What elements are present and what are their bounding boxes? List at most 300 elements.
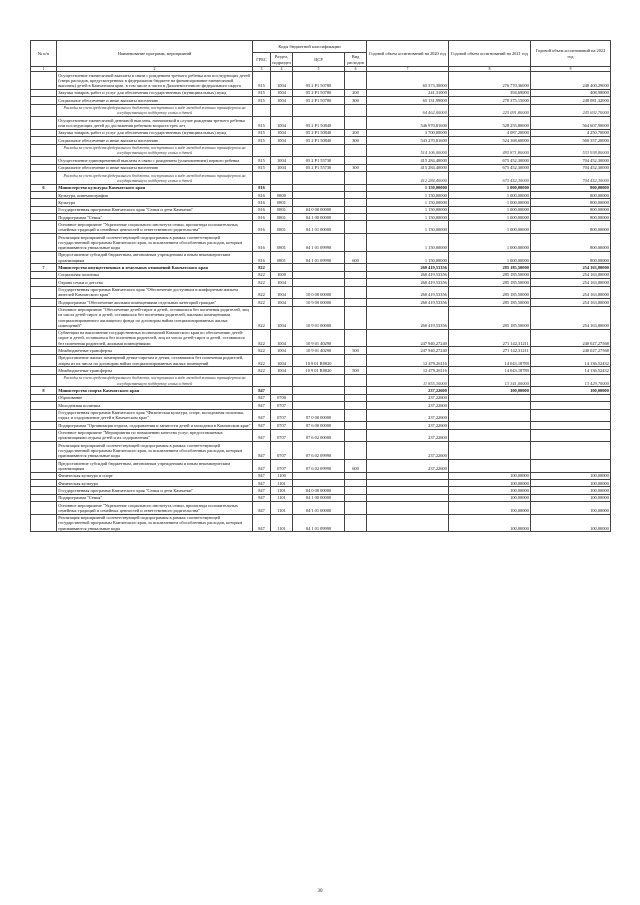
header-name: Наименование программ, мероприятий (57, 41, 253, 67)
row-grbs: 815 (253, 72, 271, 90)
row-value-2022 (531, 402, 611, 409)
row-number (31, 206, 57, 213)
row-csr: 07 6 02 09990 (293, 442, 345, 460)
row-value-2022: 560 357,20000 (531, 137, 611, 144)
table-row (31, 329, 611, 347)
row-number (31, 422, 57, 429)
row-csr: 05 2 P1 50780 (293, 89, 345, 96)
row-name: Расходы за счет средств федерального бюджета, поступивших в виде межбюджетных трансфертов на государственную поддержку семьи и детей (57, 374, 253, 387)
row-value-2021: 1 000,00000 (449, 251, 531, 264)
row-vr (345, 184, 367, 191)
row-grbs: 847 (253, 472, 271, 479)
row-number (31, 104, 57, 117)
row-section: 1004 (271, 157, 293, 164)
row-csr: 07 6 00 00000 (293, 422, 345, 429)
row-value-2022 (531, 422, 611, 429)
row-name: Подпрограмма "Обеспечение жилыми помещениями отдельных категорий граждан" (57, 299, 253, 306)
row-value-2020: 1 150,00000 (367, 206, 449, 213)
row-number (31, 394, 57, 401)
row-vr: 200 (345, 129, 367, 136)
row-grbs (253, 374, 271, 387)
row-value-2021: 285 185,50000 (449, 286, 531, 299)
table-row (31, 394, 611, 401)
row-value-2021: 13 341,00000 (449, 374, 531, 387)
row-number (31, 129, 57, 136)
row-number (31, 214, 57, 221)
row-value-2022: 704 452,30000 (531, 157, 611, 164)
column-index-cell: 5 (293, 67, 345, 72)
row-value-2020: 260 419,53356 (367, 279, 449, 286)
row-number (31, 164, 57, 171)
row-grbs: 847 (253, 409, 271, 422)
row-grbs (253, 144, 271, 157)
row-grbs: 816 (253, 214, 271, 221)
row-value-2022: 100,00000 (531, 387, 611, 394)
row-value-2020: 1 150,00000 (367, 221, 449, 234)
row-name: Физическая культура и спорт (57, 472, 253, 479)
row-vr: 600 (345, 251, 367, 264)
row-value-2022: 800,00000 (531, 191, 611, 198)
row-grbs: 822 (253, 329, 271, 347)
row-value-2021: 1 000,00000 (449, 214, 531, 221)
row-value-2021: 100,00000 (449, 472, 531, 479)
row-csr (293, 402, 345, 409)
row-grbs: 822 (253, 367, 271, 374)
row-grbs: 847 (253, 429, 271, 442)
row-vr (345, 422, 367, 429)
row-vr (345, 409, 367, 422)
row-section: 1004 (271, 129, 293, 136)
row-csr: 05 2 P1 50840 (293, 117, 345, 130)
table-row (31, 429, 611, 442)
row-csr: 04 1 01 09990 (293, 234, 345, 252)
row-grbs: 822 (253, 271, 271, 278)
row-number: 6 (31, 184, 57, 191)
row-vr (345, 221, 367, 234)
row-value-2022 (531, 429, 611, 442)
row-number (31, 279, 57, 286)
note-row (31, 374, 611, 387)
row-value-2022: 800,00000 (531, 214, 611, 221)
row-vr: 200 (345, 89, 367, 96)
row-vr (345, 299, 367, 306)
row-csr (293, 171, 345, 184)
row-grbs: 847 (253, 442, 271, 460)
row-csr: 07 6 02 00000 (293, 429, 345, 442)
table-row (31, 221, 611, 234)
row-grbs: 816 (253, 184, 271, 191)
row-grbs: 847 (253, 494, 271, 501)
row-vr (345, 479, 367, 486)
row-value-2020: 237,22600 (367, 442, 449, 460)
header-year-2022: Годовой объем ассигнований на 2022 год (531, 41, 611, 67)
row-vr (345, 271, 367, 278)
row-name: Осуществление единовременной выплаты в связи с рождением (усыновлением) первого ребенка (57, 157, 253, 164)
row-grbs: 816 (253, 199, 271, 206)
row-section: 0801 (271, 214, 293, 221)
table-row (31, 487, 611, 494)
table-row (31, 409, 611, 422)
row-grbs: 847 (253, 422, 271, 429)
row-section: 1101 (271, 487, 293, 494)
row-value-2021: 100,00000 (449, 487, 531, 494)
row-vr (345, 402, 367, 409)
row-number (31, 199, 57, 206)
row-section (271, 387, 293, 394)
row-grbs: 815 (253, 89, 271, 96)
row-name: Подпрограмма "Организация отдыха, оздоровления и занятости детей и молодежи в Камчатском крае" (58, 422, 251, 428)
row-csr (293, 394, 345, 401)
row-value-2020 (367, 479, 449, 486)
row-value-2021: 225 091,80000 (449, 104, 531, 117)
row-section: 0707 (271, 409, 293, 422)
header-csr: ЦСР (293, 53, 345, 67)
row-csr (293, 144, 345, 157)
table-row (31, 367, 611, 374)
row-grbs: 815 (253, 97, 271, 104)
row-value-2022: 240 027,27568 (531, 329, 611, 347)
row-value-2021: 100,00000 (449, 494, 531, 501)
row-value-2021: 4 087,20000 (449, 129, 531, 136)
table-row (31, 279, 611, 286)
row-vr (345, 234, 367, 252)
row-name: Охрана семьи и детства (57, 279, 253, 286)
row-vr (345, 264, 367, 271)
row-value-2020 (367, 494, 449, 501)
row-value-2021: 675 452,30000 (449, 157, 531, 164)
column-index-cell: 3 (253, 67, 271, 72)
row-value-2022: 800,00000 (531, 234, 611, 252)
row-value-2020: 237,22600 (367, 422, 449, 429)
row-vr (345, 157, 367, 164)
row-vr (345, 387, 367, 394)
row-section: 1004 (271, 299, 293, 306)
row-section: 1101 (271, 514, 293, 532)
row-value-2021: 1 000,00000 (449, 184, 531, 191)
row-section: 1100 (271, 472, 293, 479)
row-name: Государственная программа Камчатского края "Семья и дети Камчатки" (57, 487, 253, 494)
row-value-2021: 100,00000 (449, 387, 531, 394)
row-vr (345, 429, 367, 442)
row-csr: 10 9 01 00000 (293, 306, 345, 329)
row-value-2022 (531, 394, 611, 401)
row-vr: 600 (345, 459, 367, 472)
row-vr (345, 472, 367, 479)
row-number (31, 271, 57, 278)
row-section: 1004 (271, 137, 293, 144)
row-section (271, 184, 293, 191)
row-name: Образование (57, 394, 253, 401)
row-value-2022: 14 136,52432 (531, 354, 611, 367)
row-value-2020: 260 419,53356 (367, 306, 449, 329)
row-vr: 300 (345, 164, 367, 171)
row-value-2021: 14 043,18789 (449, 367, 531, 374)
row-value-2020: 237,22600 (367, 459, 449, 472)
ministry-row (31, 264, 611, 271)
row-section: 0707 (271, 422, 293, 429)
row-grbs: 822 (253, 306, 271, 329)
row-vr (345, 144, 367, 157)
row-grbs: 816 (253, 234, 271, 252)
row-vr: 500 (345, 367, 367, 374)
table-row (31, 191, 611, 198)
row-value-2020: 247 940,27240 (367, 329, 449, 347)
table-row (31, 354, 611, 367)
row-csr: 05 2 P1 50840 (293, 137, 345, 144)
table-row (31, 164, 611, 171)
row-value-2022: 100,00000 (531, 479, 611, 486)
row-value-2020: 412 284,40000 (367, 171, 449, 184)
row-vr (345, 72, 367, 90)
table-row (31, 97, 611, 104)
row-value-2021: 271 142,31211 (449, 329, 531, 347)
row-name: Реализация мероприятий соответствующей подпрограммы в рамках соответствующей государственной программы Камчатского края, за исключением обособленных расходов, которым присваиваются уникальные коды (57, 514, 253, 532)
row-value-2020 (367, 514, 449, 532)
table-row (31, 402, 611, 409)
row-number (31, 347, 57, 354)
row-csr (293, 199, 345, 206)
header-num: № п/п (31, 41, 57, 67)
row-grbs: 815 (253, 137, 271, 144)
row-grbs: 847 (253, 502, 271, 515)
row-section: 1004 (271, 279, 293, 286)
row-vr (345, 494, 367, 501)
row-value-2022: 800,00000 (531, 221, 611, 234)
row-number (31, 286, 57, 299)
row-value-2022: 800,00000 (531, 184, 611, 191)
page-number: 30 (317, 889, 323, 894)
row-value-2021: 276 770,36000 (449, 72, 531, 90)
row-value-2022: 800,00000 (531, 206, 611, 213)
row-csr: 10 9 01 R0820 (293, 354, 345, 367)
row-number (31, 144, 57, 157)
row-section: 1004 (271, 329, 293, 347)
row-csr: 04 0 00 00000 (293, 487, 345, 494)
row-vr (345, 306, 367, 329)
row-vr (345, 171, 367, 184)
row-csr (293, 279, 345, 286)
row-csr: 07 6 02 09990 (293, 459, 345, 472)
row-value-2022 (531, 442, 611, 460)
row-name: Межбюджетные трансферты (57, 347, 253, 354)
row-vr (345, 279, 367, 286)
row-csr: 05 2 P1 55730 (293, 164, 345, 171)
table-row (31, 251, 611, 264)
table-row (31, 199, 611, 206)
row-value-2020: 247 940,27240 (367, 347, 449, 354)
row-section: 0801 (271, 234, 293, 252)
row-value-2021: 100,00000 (449, 479, 531, 486)
row-value-2020 (367, 472, 449, 479)
row-value-2021: 100,00000 (449, 502, 531, 515)
table-row (31, 117, 611, 130)
row-name: Реализация мероприятий соответствующей подпрограммы в рамках соответствующей государственной программы Камчатского края, за исключением обособленных расходов, которым присваиваются уникальные коды (57, 442, 253, 460)
row-grbs: 847 (253, 487, 271, 494)
row-grbs: 822 (253, 347, 271, 354)
row-number: 7 (31, 264, 57, 271)
row-number (31, 472, 57, 479)
row-number (31, 367, 57, 374)
table-row (31, 422, 611, 429)
row-grbs: 822 (253, 264, 271, 271)
table-row (31, 286, 611, 299)
row-value-2020: 260 419,53356 (367, 271, 449, 278)
row-value-2021: 14 043,18789 (449, 354, 531, 367)
row-value-2022: 14 136,52432 (531, 367, 611, 374)
row-section: 1004 (271, 306, 293, 329)
row-value-2021: 675 452,30000 (449, 171, 531, 184)
row-value-2021: 285 185,50000 (449, 279, 531, 286)
row-section (271, 144, 293, 157)
row-value-2020: 237,22600 (367, 429, 449, 442)
row-value-2020: 1 150,00000 (367, 234, 449, 252)
row-value-2021 (449, 422, 531, 429)
row-number (31, 502, 57, 515)
row-value-2021 (449, 409, 531, 422)
row-value-2022: 4 250,70000 (531, 129, 611, 136)
row-section: 1004 (271, 354, 293, 367)
row-value-2022: 245 692,70000 (531, 104, 611, 117)
row-csr (293, 264, 345, 271)
row-value-2022: 248 400,29000 (531, 72, 611, 90)
row-number (31, 89, 57, 96)
row-value-2022: 254 163,80000 (531, 286, 611, 299)
row-section (271, 264, 293, 271)
header-codes-group: Коды бюджетной классификации (253, 41, 367, 53)
row-number (31, 299, 57, 306)
row-grbs: 822 (253, 299, 271, 306)
header-vr: Вид расходов (345, 53, 367, 67)
row-value-2020: 11 855,30000 (367, 374, 449, 387)
row-value-2022: 254 163,80000 (531, 306, 611, 329)
row-value-2020: 241,31000 (367, 89, 449, 96)
table-row (31, 479, 611, 486)
row-vr (345, 442, 367, 460)
row-value-2022: 564 607,90000 (531, 117, 611, 130)
row-name: Государственная программа Камчатского края "Обеспечение доступным и комфортным жильем жителей Камчатского края" (57, 286, 253, 299)
row-name: Основное мероприятие "Обеспечение детей-сирот и детей, оставшихся без попечения родителей, лиц из числа детей-сирот и детей, оставшихся без попечения родителей, жилыми помещениями специализированного жилищного фонда по договорам найма специализированных жилых помещений" (57, 306, 253, 329)
row-value-2020: 260 419,53356 (367, 264, 449, 271)
row-section: 1004 (271, 117, 293, 130)
row-number (31, 157, 57, 164)
note-row (31, 171, 611, 184)
row-section (271, 171, 293, 184)
row-vr (345, 487, 367, 494)
ministry-row (31, 184, 611, 191)
row-number (31, 487, 57, 494)
row-value-2021: 285 185,50000 (449, 306, 531, 329)
row-value-2022: 254 163,80000 (531, 271, 611, 278)
row-csr: 04 1 01 09990 (293, 514, 345, 532)
row-section: 1101 (271, 479, 293, 486)
row-value-2021: 1 000,00000 (449, 206, 531, 213)
row-section: 0707 (271, 442, 293, 460)
row-vr: 300 (345, 97, 367, 104)
row-vr (345, 191, 367, 198)
row-csr (293, 479, 345, 486)
header-year-2020: Годовой объем ассигнований на 2020 год (367, 41, 449, 67)
row-grbs: 847 (253, 394, 271, 401)
row-value-2020: 1 150,00000 (367, 199, 449, 206)
row-grbs: 847 (253, 402, 271, 409)
row-name: Субвенции на выполнение государственных полномочий Камчатского края по обеспечению детей-сирот и детей, оставшихся без попечения родителей, лиц из числа детей-сирот и детей, оставшихся без попечения родителей, жилыми помещениями (57, 329, 253, 347)
row-value-2020: 543 270,81600 (367, 137, 449, 144)
row-value-2020 (367, 502, 449, 515)
row-section: 0801 (271, 199, 293, 206)
row-section: 0707 (271, 402, 293, 409)
row-csr: 05 2 P1 55730 (293, 157, 345, 164)
column-index-cell: 4 (271, 67, 293, 72)
row-grbs: 822 (253, 354, 271, 367)
row-name: Культура (57, 199, 253, 206)
row-vr (345, 329, 367, 347)
table-row (31, 89, 611, 96)
row-section: 1004 (271, 89, 293, 96)
row-name: Социальное обеспечение и иные выплаты населению (57, 97, 253, 104)
row-csr: 10 0 00 00000 (293, 286, 345, 299)
row-grbs: 822 (253, 279, 271, 286)
row-value-2021: 1 000,00000 (449, 234, 531, 252)
row-value-2021 (449, 442, 531, 460)
row-number (31, 306, 57, 329)
row-value-2021 (449, 402, 531, 409)
table-row (31, 271, 611, 278)
row-value-2021 (449, 459, 531, 472)
row-number (31, 329, 57, 347)
row-section: 1101 (271, 494, 293, 501)
row-name: Государственная программа Камчатского края "Физическая культура, спорт, молодежная политика, отдых и оздоровление детей в Камчатском крае" (57, 409, 253, 422)
row-value-2021: 1 000,00000 (449, 221, 531, 234)
row-section: 1101 (271, 502, 293, 515)
row-name: Социальное обеспечение и иные выплаты населению (57, 164, 253, 171)
row-name: Расходы за счет средств федерального бюджета, поступивших в виде межбюджетных трансфертов на государственную поддержку семьи и детей (57, 144, 253, 157)
row-value-2022: 254 163,80000 (531, 299, 611, 306)
row-number (31, 97, 57, 104)
table-row (31, 214, 611, 221)
row-csr: 05 2 P1 50840 (293, 129, 345, 136)
row-number (31, 459, 57, 472)
table-row (31, 459, 611, 472)
row-value-2021: 1 000,00000 (449, 199, 531, 206)
row-name: Государственная программа Камчатского края "Семья и дети Камчатки" (57, 206, 253, 213)
row-number (31, 354, 57, 367)
row-value-2021: 394,69000 (449, 89, 531, 96)
row-value-2022: 533 938,80000 (531, 144, 611, 157)
ministry-row (31, 387, 611, 394)
row-number (31, 429, 57, 442)
row-value-2020: 65 373,30000 (367, 72, 449, 90)
table-body (31, 72, 611, 532)
column-index-cell: 6 (345, 67, 367, 72)
row-vr (345, 394, 367, 401)
row-name: Предоставление жилых помещений детям-сиротам и детям, оставшимся без попечения родителей, лицам из их числа по договорам найма специализированных жилых помещений (57, 354, 253, 367)
row-section (271, 104, 293, 117)
table-row (31, 347, 611, 354)
row-section: 1004 (271, 347, 293, 354)
row-value-2020: 415 284,40000 (367, 157, 449, 164)
row-grbs: 847 (253, 459, 271, 472)
row-value-2021: 528 255,80000 (449, 117, 531, 130)
column-index-cell: 2 (57, 67, 253, 72)
row-grbs: 815 (253, 117, 271, 130)
table-row (31, 502, 611, 515)
row-section: 0707 (271, 459, 293, 472)
row-value-2022: 100,00000 (531, 487, 611, 494)
row-value-2022: 254 163,80000 (531, 279, 611, 286)
table-row (31, 442, 611, 460)
row-value-2020: 237,22600 (367, 394, 449, 401)
row-vr (345, 286, 367, 299)
